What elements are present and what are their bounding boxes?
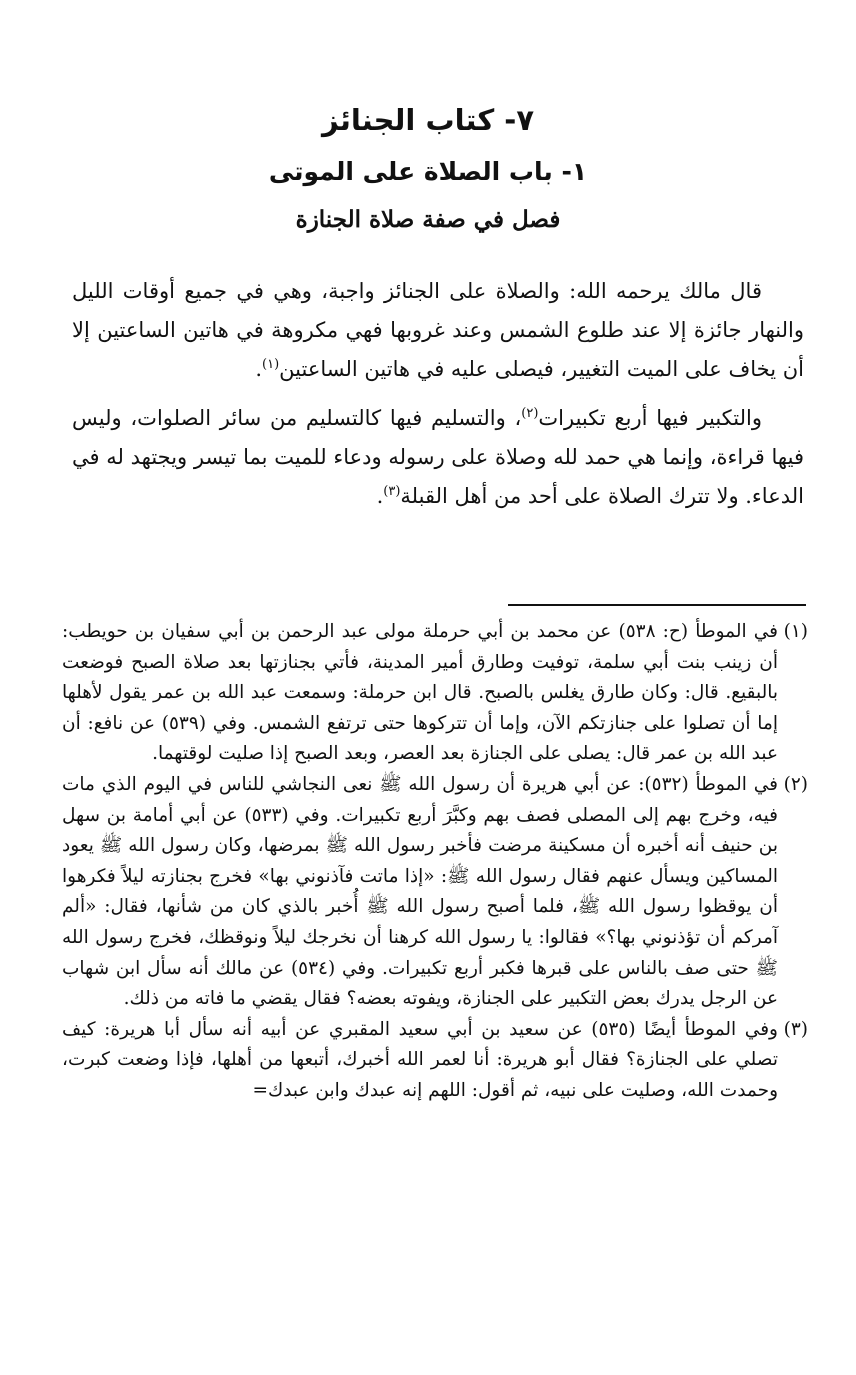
footnote-text: في الموطأ (٥٣٢): عن أبي هريرة أن رسول الله ﷺ نعى النجاشي للناس في اليوم الذي مات فيه، وخرج بهم إلى المصلى فصف بهم وكبَّرَ أربع تكبيرات. وفي (٥٣٣) عن أبي أمامة بن سهل بن حنيف أنه أخبره أن مسكينة مرضت فأخبر رسول الله ﷺ بمرضها، وكان رسول الله ﷺ يعود المساكين ويسأل عنهم فقال رسول الله ﷺ: «إذا ماتت فآذنوني بها» فخرج بجنازته ليلاً فكرهوا أن يوقظوا رسول الله ﷺ، فلما أصبح رسول الله ﷺ أُخبر بالذي كان من شأنها، فقال: «ألم آمركم أن تؤذنوني بها؟» فقالوا: يا رسول الله كرهنا أن نخرجك ليلاً ونوقظك، فخرج رسول الله ﷺ حتى صف بالناس على قبرها فكبر أربع تكبيرات. وفي (٥٣٤) عن مالك أنه سأل ابن شهاب عن الرجل يدرك بعض التكبير على الجنازة، ويفوته بعضه؟ فقال يقضي ما فاته من ذلك. [62,773,778,1010]
paragraph-text: والتكبير فيها أربع تكبيرات [538,406,762,430]
footnote-3 [62,1015,808,1107]
footnote-number: (٣) [783,1018,808,1040]
headings-block [0,100,856,240]
footnote-2 [62,770,808,1015]
section-title: فصل في صفة صلاة الجنازة [295,206,561,233]
footnote-number: (١) [783,621,808,642]
main-paragraph-2 [72,399,804,516]
footnote-ref: (٢) [521,406,539,421]
main-paragraph-1 [72,272,804,389]
paragraph-tail: . [255,357,263,381]
footnote-ref: (١) [262,357,280,372]
book-title: ٧- كتاب الجنائز [321,103,535,137]
main-text [72,272,804,526]
paragraph-text: ، والتسليم فيها كالتسليم من سائر الصلوات، وليس فيها قراءة، وإنما هي حمد لله وصلاة على رسوله ودعاء للميت بما تيسر ويجتهد له في الدعاء. ولا تترك الصلاة على أحد من أهل القبلة [72,406,804,508]
footnote-ref: (٣) [383,484,401,499]
footnote-number: (٢) [783,773,808,795]
footnote-text: وفي الموطأ أيضًا (٥٣٥) عن سعيد بن أبي سعيد المقبري عن أبيه أنه سأل أبا هريرة: كيف تصلي على الجنازة؟ فقال أبو هريرة: أنا لعمر الله أخبرك، أتبعها من أهلها، فإذا وضعت كبرت، وحمدت الله، وصليت على نبيه، ثم أقول: اللهم إنه عبدك وابن عبدك= [62,1018,778,1101]
paragraph-tail: . [376,484,384,508]
footnote-text: في الموطأ (ح: ٥٣٨) عن محمد بن أبي حرملة مولى عبد الرحمن بن أبي سفيان بن حويطب: أن زينب بنت أبي سلمة، توفيت وطارق أمير المدينة، فأتي بجنازتها بعد صلاة الصبح فوضعت بالبقيع. قال: وكان طارق يغلس بالصبح. قال ابن حرملة: وسمعت عبد الله بن عمر يقول لأهلها إما أن تصلوا على جنازتكم الآن، وإما أن تتركوها حتى ترتفع الشمس. وفي (٥٣٩) عن نافع: أن عبد الله بن عمر قال: يصلى على الجنازة بعد العصر، وبعد الصبح إذا صليت لوقتهما. [62,621,779,765]
footnote-1 [62,617,808,770]
footnotes [62,617,808,1107]
chapter-title: ١- باب الصلاة على الموتى [268,157,588,186]
footnote-separator [508,604,806,606]
paragraph-text: قال مالك يرحمه الله: والصلاة على الجنائز واجبة، وهي في جميع أوقات الليل والنهار جائزة إلا عند طلوع الشمس وعند غروبها فهي مكروهة في هاتين الساعتين إلا أن يخاف على الميت التغيير، فيصلى عليه في هاتين الساعتين [72,279,804,381]
